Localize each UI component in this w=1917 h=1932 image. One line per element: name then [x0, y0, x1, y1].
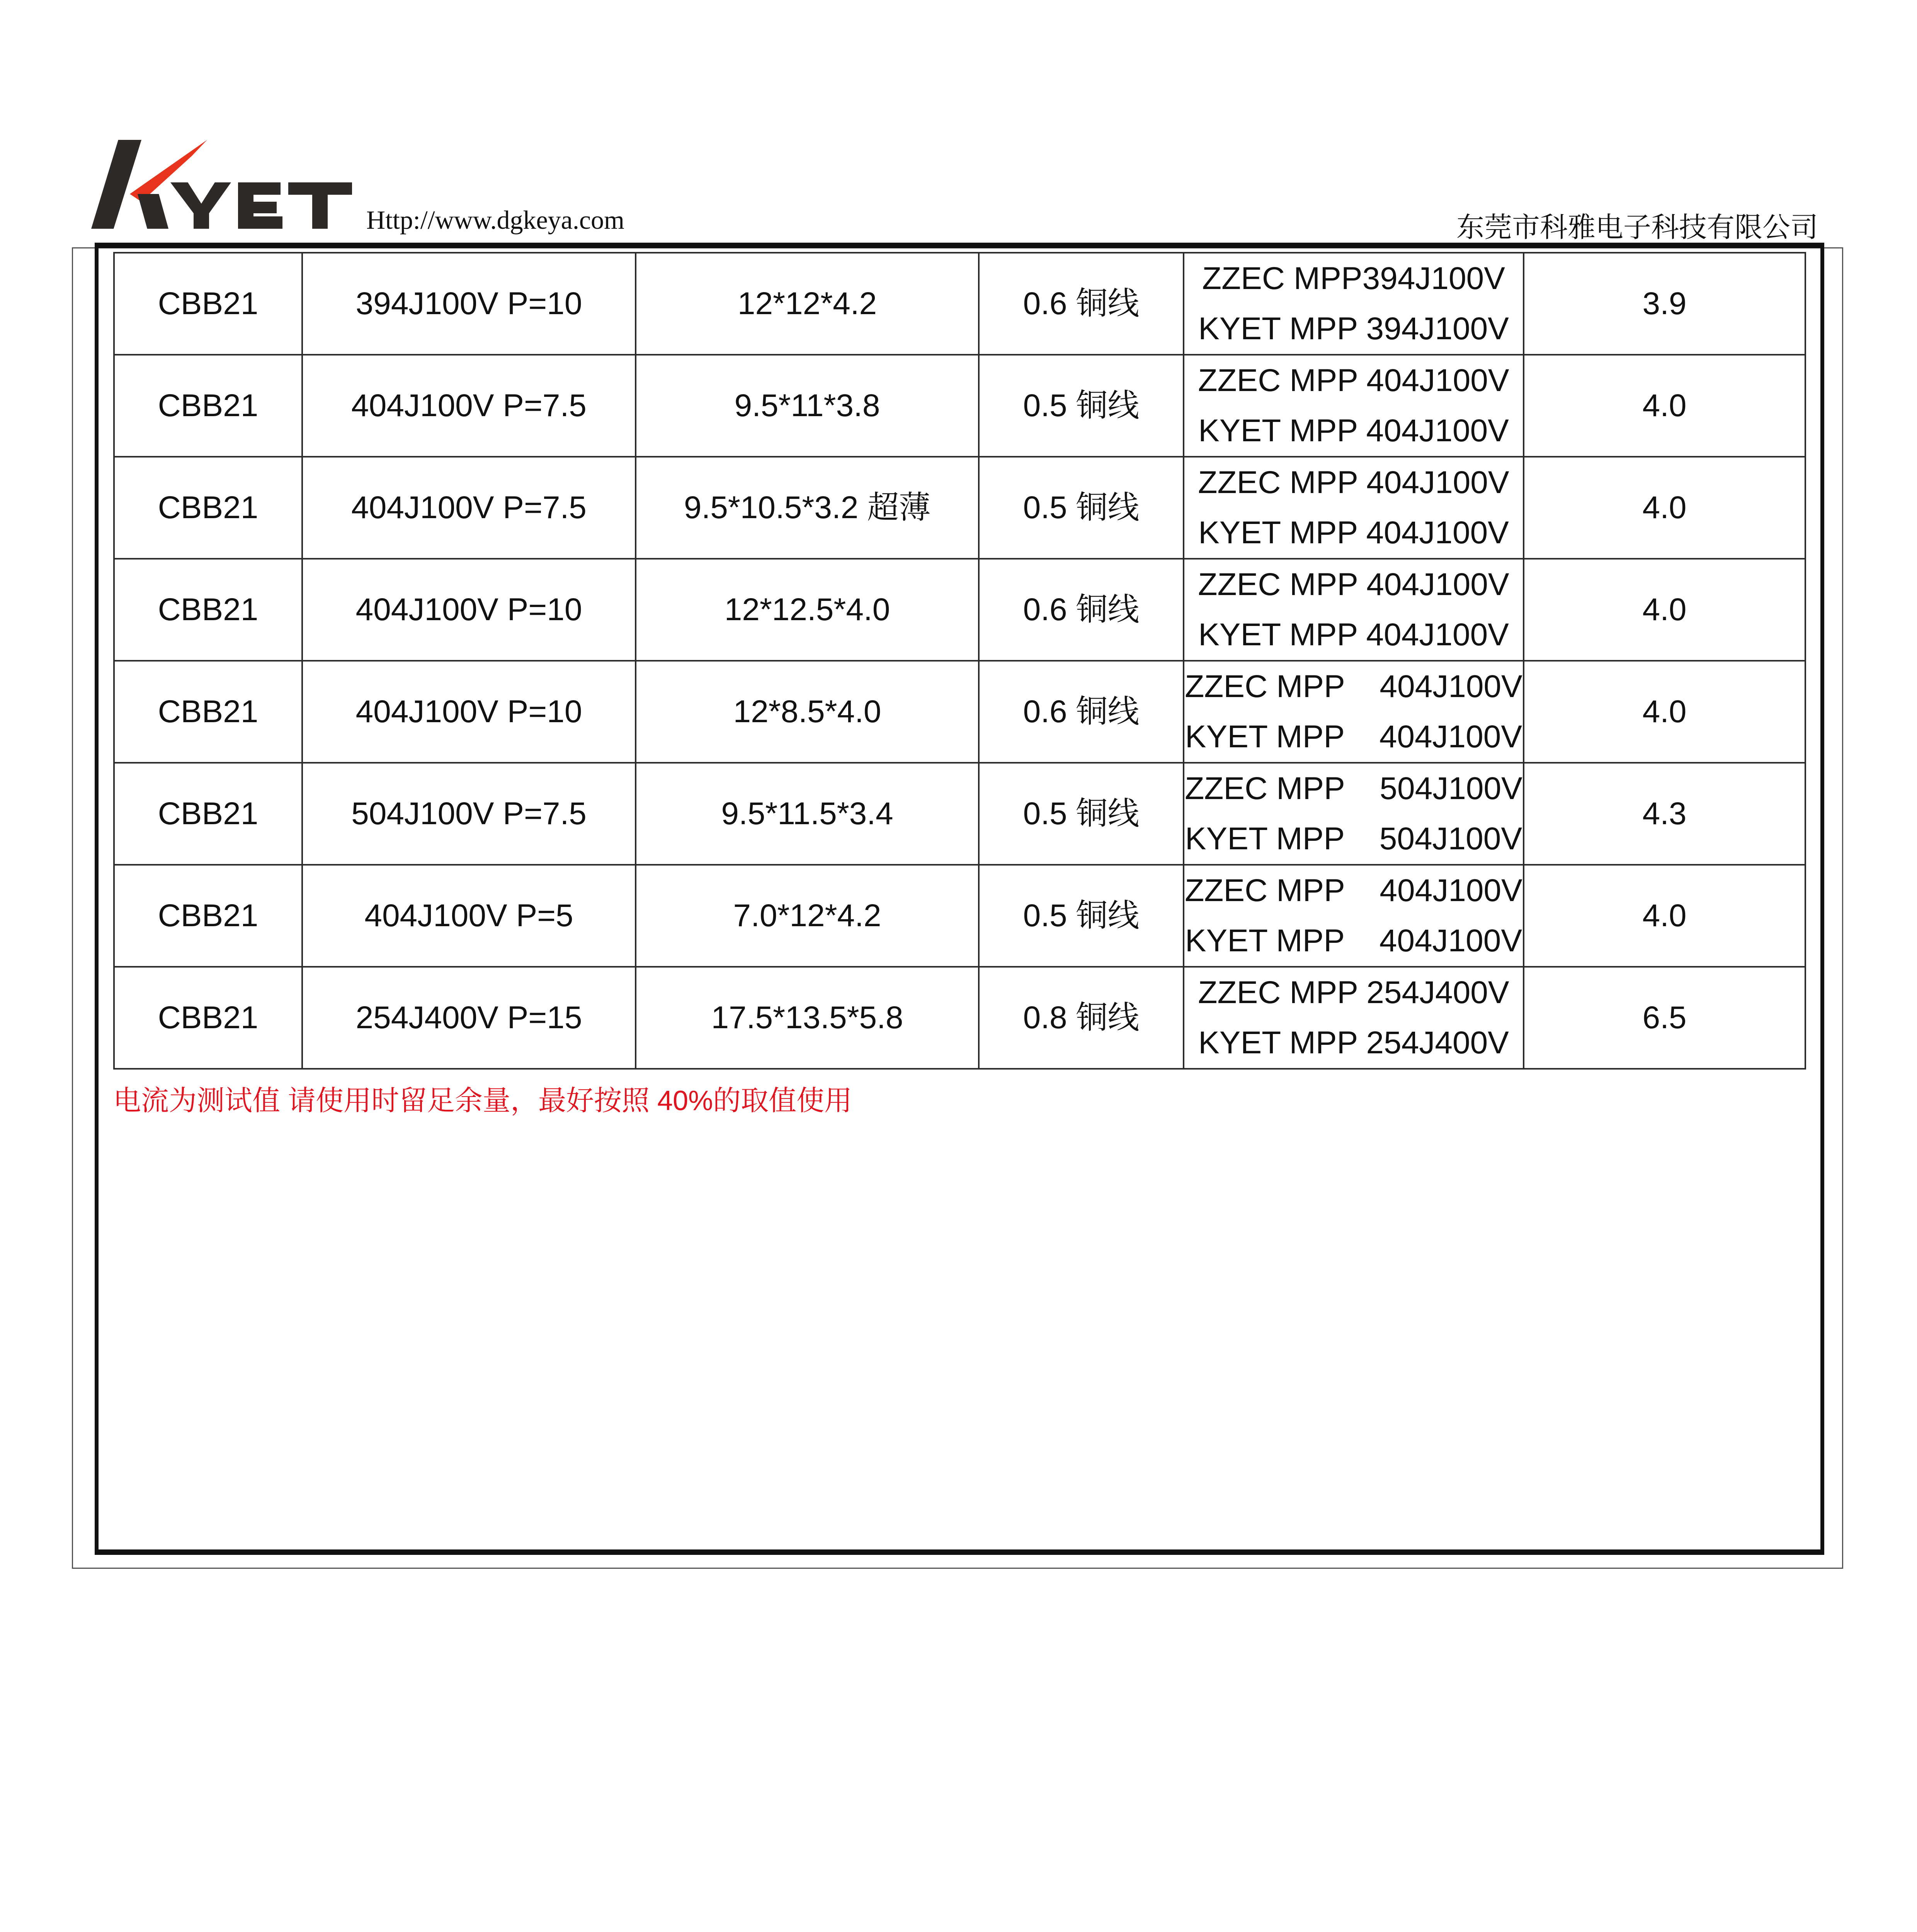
- cell-lead: 0.5 铜线: [979, 763, 1184, 865]
- marking-line-2: KYET MPP 404J100V: [1185, 719, 1522, 754]
- cell-marking: [1184, 253, 1524, 355]
- header-company-name: 东莞市科雅电子科技有限公司: [1456, 212, 1818, 243]
- cell-marking: [1184, 355, 1524, 457]
- kyet-logo: [91, 136, 354, 233]
- cell-marking: [1184, 661, 1524, 763]
- cell-marking: [1184, 865, 1524, 967]
- cell-model: CBB21: [114, 559, 302, 661]
- spec-table: [113, 252, 1806, 1070]
- cell-value: 4.0: [1524, 559, 1805, 661]
- cell-lead: 0.5 铜线: [979, 865, 1184, 967]
- cell-spec: 404J100V P=10: [302, 661, 636, 763]
- table-row: [114, 967, 1805, 1069]
- marking-line-1: ZZEC MPP 404J100V: [1198, 465, 1509, 500]
- cell-size: 12*8.5*4.0: [636, 661, 979, 763]
- cell-value: 4.0: [1524, 457, 1805, 559]
- header-url[interactable]: Http://www.dgkeya.com: [366, 205, 624, 235]
- cell-model: CBB21: [114, 355, 302, 457]
- cell-lead: 0.6 铜线: [979, 253, 1184, 355]
- cell-spec: 254J400V P=15: [302, 967, 636, 1069]
- marking-line-2: KYET MPP 404J100V: [1198, 515, 1509, 550]
- cell-lead: 0.8 铜线: [979, 967, 1184, 1069]
- cell-value: 3.9: [1524, 253, 1805, 355]
- cell-lead: 0.5 铜线: [979, 457, 1184, 559]
- cell-size: 12*12.5*4.0: [636, 559, 979, 661]
- cell-marking: [1184, 457, 1524, 559]
- marking-line-2: KYET MPP 404J100V: [1185, 923, 1522, 958]
- cell-model: CBB21: [114, 763, 302, 865]
- table-row: [114, 865, 1805, 967]
- cell-model: CBB21: [114, 967, 302, 1069]
- cell-marking: [1184, 559, 1524, 661]
- marking-line-1: ZZEC MPP 404J100V: [1185, 669, 1522, 704]
- cell-size: 9.5*10.5*3.2 超薄: [636, 457, 979, 559]
- cell-value: 4.0: [1524, 355, 1805, 457]
- marking-line-1: ZZEC MPP394J100V: [1202, 261, 1505, 296]
- cell-spec: 404J100V P=5: [302, 865, 636, 967]
- marking-line-1: ZZEC MPP 254J400V: [1198, 975, 1509, 1010]
- marking-line-1: ZZEC MPP 404J100V: [1198, 363, 1509, 398]
- marking-line-1: ZZEC MPP 404J100V: [1185, 873, 1522, 908]
- cell-size: 9.5*11.5*3.4: [636, 763, 979, 865]
- cell-value: 4.3: [1524, 763, 1805, 865]
- cell-spec: 394J100V P=10: [302, 253, 636, 355]
- marking-line-2: KYET MPP 394J100V: [1198, 311, 1509, 346]
- cell-spec: 404J100V P=7.5: [302, 457, 636, 559]
- cell-spec: 504J100V P=7.5: [302, 763, 636, 865]
- cell-value: 6.5: [1524, 967, 1805, 1069]
- cell-size: 17.5*13.5*5.8: [636, 967, 979, 1069]
- cell-model: CBB21: [114, 253, 302, 355]
- table-row: [114, 559, 1805, 661]
- marking-line-2: KYET MPP 404J100V: [1198, 617, 1509, 652]
- cell-size: 12*12*4.2: [636, 253, 979, 355]
- cell-size: 7.0*12*4.2: [636, 865, 979, 967]
- cell-lead: 0.6 铜线: [979, 661, 1184, 763]
- table-row: [114, 661, 1805, 763]
- marking-line-1: ZZEC MPP 404J100V: [1198, 567, 1509, 602]
- table-row: [114, 253, 1805, 355]
- marking-line-2: KYET MPP 504J100V: [1185, 821, 1522, 856]
- cell-model: CBB21: [114, 661, 302, 763]
- current-note: 电流为测试值 请使用时留足余量，最好按照 40%的取值使用: [113, 1085, 852, 1116]
- cell-size: 9.5*11*3.8: [636, 355, 979, 457]
- table-row: [114, 457, 1805, 559]
- cell-lead: 0.5 铜线: [979, 355, 1184, 457]
- cell-value: 4.0: [1524, 865, 1805, 967]
- cell-model: CBB21: [114, 865, 302, 967]
- cell-spec: 404J100V P=7.5: [302, 355, 636, 457]
- cell-marking: [1184, 967, 1524, 1069]
- table-row: [114, 763, 1805, 865]
- spec-table-body: [114, 253, 1805, 1069]
- cell-value: 4.0: [1524, 661, 1805, 763]
- cell-marking: [1184, 763, 1524, 865]
- marking-line-2: KYET MPP 254J400V: [1198, 1025, 1509, 1060]
- cell-lead: 0.6 铜线: [979, 559, 1184, 661]
- marking-line-1: ZZEC MPP 504J100V: [1185, 771, 1522, 806]
- marking-line-2: KYET MPP 404J100V: [1198, 413, 1509, 448]
- table-row: [114, 355, 1805, 457]
- cell-model: CBB21: [114, 457, 302, 559]
- cell-spec: 404J100V P=10: [302, 559, 636, 661]
